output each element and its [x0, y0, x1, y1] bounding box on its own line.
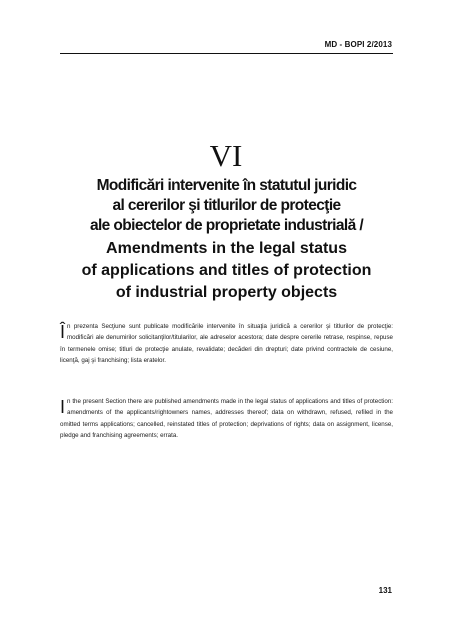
page-number: 131 [378, 586, 392, 595]
drop-cap: Î [60, 322, 66, 342]
paragraph-text: n prezenta Secţiune sunt publicate modificările intervenite în situaţia juridică a cererilor şi titlurilor de protecţie: modificări ale denumirilor solicitanţilor/titularilor, ale adreselor acestora; date despre cererile retrase, respinse, repuse în termenele omise; titluri de protecţie anulate, revalidate; decăderi din drepturi; date privind contractele de cesiune, licenţă, gaj şi franchising; lista eratelor. [60, 323, 393, 365]
title-en-line: Amendments in the legal status [106, 240, 347, 257]
section-title-romanian [60, 176, 393, 236]
section-numeral: VI [209, 138, 243, 173]
section-title-english [50, 238, 403, 304]
title-ro-line: ale obiectelor de proprietate industrială / [89, 217, 364, 234]
title-en-line: of applications and titles of protection [81, 262, 372, 279]
intro-paragraph-romanian [60, 321, 393, 367]
title-en-line: of industrial property objects [115, 284, 338, 301]
header-divider [60, 53, 393, 54]
paragraph-text: n the present Section there are published amendments made in the legal status of applications and titles of protection: amendments of the applicants/rightowners names, addresses thereof; data on withdrawn, refused, refiled in the omitted terms applications; cancelled, reinstated titles of protection; deprivations of rights; data on assignment, license, pledge and franchising agreements; errata. [60, 398, 393, 440]
title-ro-line: Modificări intervenite în statutul juridic [96, 177, 357, 194]
drop-cap: I [60, 397, 66, 417]
title-ro-line: al cererilor şi titlurilor de protecţie [112, 197, 341, 214]
intro-paragraph-english [60, 396, 393, 442]
running-header: MD - BOPI 2/2013 [324, 40, 392, 49]
